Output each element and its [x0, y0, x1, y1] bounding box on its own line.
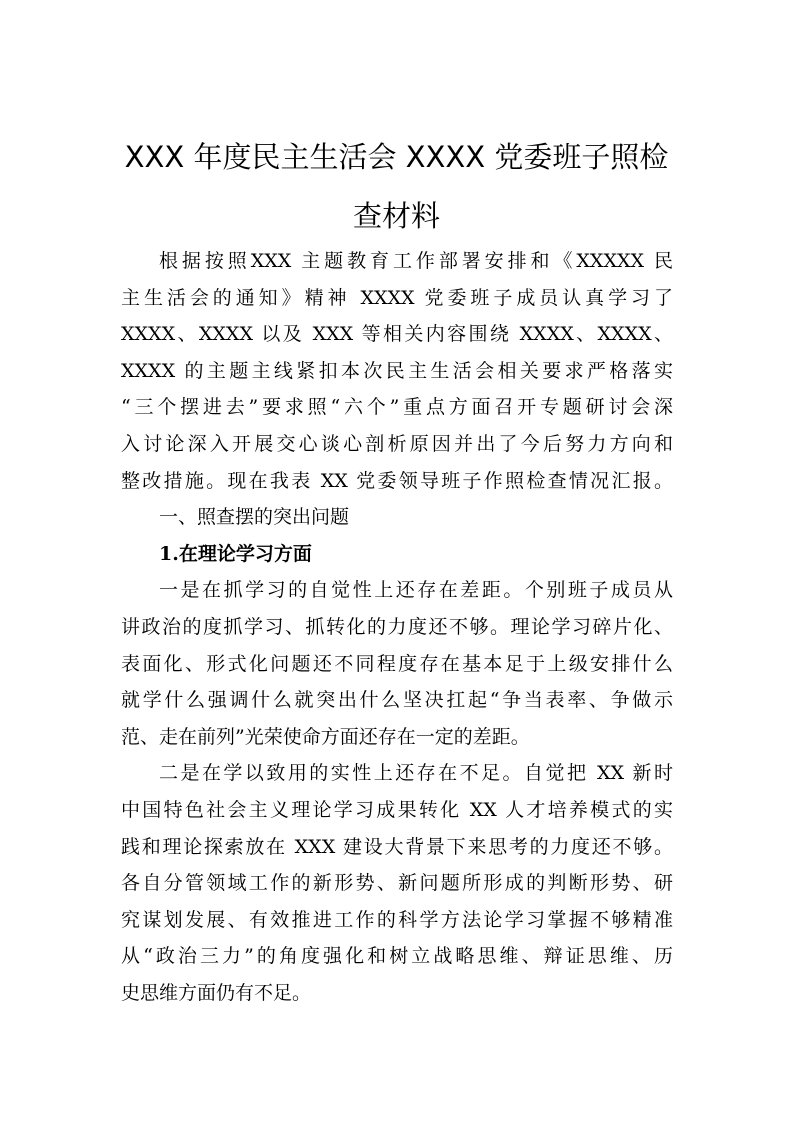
document-title-line-1: XXX 年度民主生活会 XXXX 党委班子照检 — [124, 140, 669, 174]
section-heading: 一、照查摆的突出问题 — [159, 506, 350, 529]
paragraph-line: 表面化、形式化问题还不同程度存在基本足于上级安排什么 — [121, 652, 673, 675]
paragraph-line: 从“政治三力”的角度强化和树立战略思维、辩证思维、历 — [121, 945, 673, 968]
intro-line: “三个摆进去”要求照“六个”重点方面召开专题研讨会深 — [121, 396, 673, 419]
intro-line: 主生活会的通知》精神 XXXX 党委班子成员认真学习了 — [121, 286, 673, 309]
paragraph-line: 史思维方面仍有不足。 — [121, 981, 312, 1004]
paragraph-line: 究谋划发展、有效推进工作的科学方法论学习掌握不够精准 — [121, 908, 673, 931]
paragraph-1 — [121, 572, 673, 755]
paragraph-line: 讲政治的度抓学习、抓转化的力度还不够。理论学习碎片化、 — [121, 615, 673, 638]
paragraph-line: 二是在学以致用的实性上还存在不足。自觉把 XX 新时 — [159, 762, 673, 785]
paragraph-line: 范、走在前列”光荣使命方面还存在一定的差距。 — [121, 725, 530, 748]
document-title-line-2: 查材料 — [352, 199, 440, 233]
subsection-heading: 1.在理论学习方面 — [159, 542, 312, 565]
paragraph-line: 中国特色社会主义理论学习成果转化 XX 人才培养模式的实 — [121, 798, 673, 821]
intro-line: XXXX、XXXX 以及 XXX 等相关内容围绕 XXXX、XXXX、 — [121, 323, 673, 346]
paragraph-line: 各自分管领域工作的新形势、新问题所形成的判断形势、研 — [121, 872, 673, 895]
intro-line: 根据按照XXX 主题教育工作部署安排和《XXXXX 民 — [159, 250, 673, 272]
document-body — [121, 243, 673, 1011]
paragraph-line: 一是在抓学习的自觉性上还存在差距。个别班子成员从 — [159, 579, 673, 602]
intro-line: XXXX 的主题主线紧扣本次民主生活会相关要求严格落实 — [121, 359, 673, 382]
paragraph-line: 践和理论探索放在 XXX 建设大背景下来思考的力度还不够。 — [121, 835, 673, 858]
intro-line: 整改措施。现在我表 XX 党委领导班子作照检查情况汇报。 — [121, 469, 673, 492]
paragraph-line: 就学什么强调什么就突出什么坚决扛起“争当表率、争做示 — [121, 689, 673, 712]
paragraph-2 — [121, 755, 673, 1011]
intro-paragraph — [121, 243, 673, 499]
intro-line: 入讨论深入开展交心谈心剖析原因并出了今后努力方向和 — [121, 432, 673, 455]
